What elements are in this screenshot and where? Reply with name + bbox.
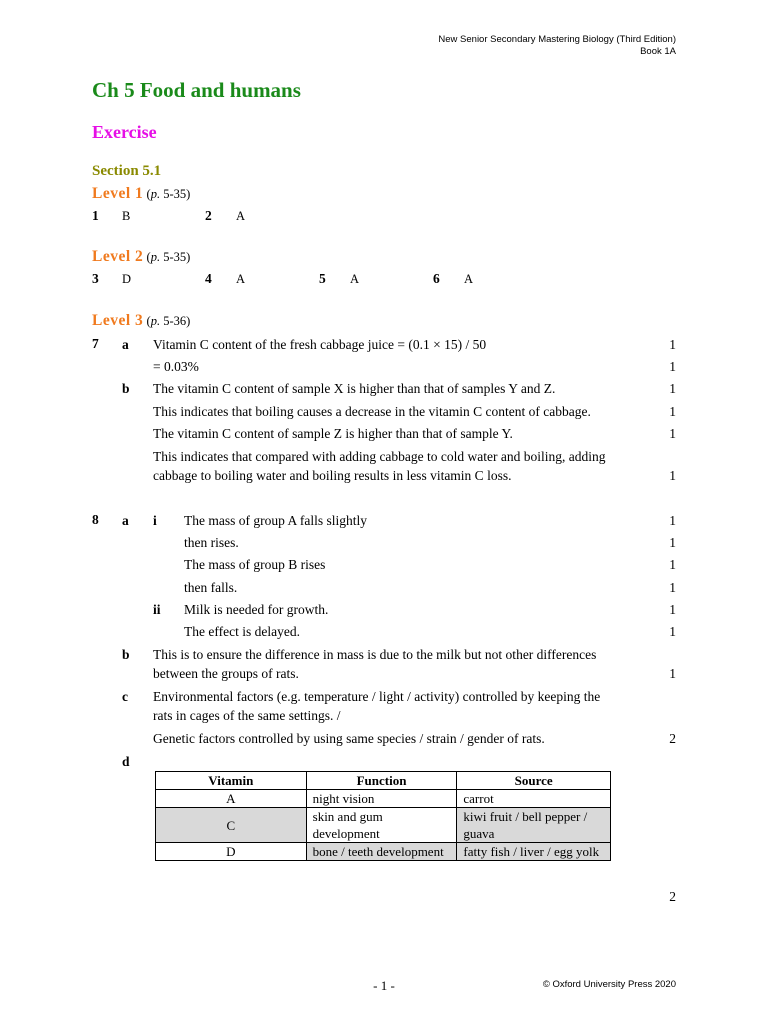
level-label: Level 1 (92, 185, 144, 202)
question-number: 6 (433, 271, 440, 286)
table-row (156, 790, 611, 808)
column-header: Source (457, 772, 611, 790)
answer-line: cabbage to boiling water and boiling results in less vitamin C loss. (153, 468, 512, 483)
part-label: c (122, 689, 128, 704)
mark: 1 (669, 337, 676, 352)
question-number: 5 (319, 271, 326, 286)
column-header: Function (306, 772, 457, 790)
part-label: a (122, 337, 129, 352)
header-book-volume: Book 1A (640, 46, 676, 57)
question-number: 3 (92, 271, 99, 286)
level-page-ref: (p. 5-36) (146, 314, 191, 328)
mark: 1 (669, 381, 676, 396)
question-number: 7 (92, 336, 99, 351)
answer-line: between the groups of rats. (153, 666, 299, 681)
answer: D (122, 272, 132, 286)
source-cell: fatty fish / liver / egg yolk (457, 843, 611, 861)
mark: 1 (669, 580, 676, 595)
level-label: Level 2 (92, 248, 144, 265)
vitamin-cell: A (156, 790, 307, 808)
answer-line: then falls. (184, 580, 238, 595)
level-page-ref: (p. 5-35) (146, 187, 191, 201)
exercise-heading: Exercise (92, 122, 157, 142)
answer-line: The effect is delayed. (184, 624, 300, 639)
mark: 1 (669, 426, 676, 441)
answer-line: This is to ensure the difference in mass is due to the milk but not other differences (153, 647, 597, 662)
subpart-label: i (153, 513, 157, 528)
mark: 2 (669, 731, 676, 746)
mark: 2 (669, 889, 676, 904)
function-cell: bone / teeth development (306, 843, 457, 861)
answer: A (464, 272, 474, 286)
level-2-heading (92, 248, 190, 266)
mark: 1 (669, 557, 676, 572)
mark: 1 (669, 624, 676, 639)
answer-line: Milk is needed for growth. (184, 602, 329, 617)
page-number: - 1 - (373, 978, 395, 993)
function-cell: night vision (306, 790, 457, 808)
mark: 1 (669, 666, 676, 681)
copyright-notice: © Oxford University Press 2020 (542, 979, 676, 990)
answer-line: Genetic factors controlled by using same species / strain / gender of rats. (153, 731, 545, 746)
question-number: 8 (92, 512, 99, 527)
answer-line: The vitamin C content of sample Z is higher than that of sample Y. (153, 426, 513, 441)
mark: 1 (669, 468, 676, 483)
part-label: b (122, 647, 130, 662)
answer-line: The mass of group A falls slightly (184, 513, 367, 528)
answer-line: rats in cages of the same settings. / (153, 708, 341, 723)
part-label: b (122, 381, 130, 396)
level-label: Level 3 (92, 312, 144, 329)
header-book-title: New Senior Secondary Mastering Biology (Third Edition) (438, 34, 676, 45)
answer: A (236, 272, 246, 286)
section-heading: Section 5.1 (92, 163, 162, 179)
answer-line: then rises. (184, 535, 239, 550)
answer-line: The mass of group B rises (184, 557, 326, 572)
part-label: d (122, 754, 130, 769)
part-label: a (122, 513, 129, 528)
answer: B (122, 209, 131, 223)
answer-line: Environmental factors (e.g. temperature / light / activity) controlled by keeping the (153, 689, 601, 704)
vitamin-table (155, 771, 611, 861)
table-header-row (156, 772, 611, 790)
source-cell: kiwi fruit / bell pepper / guava (457, 808, 611, 843)
question-number: 4 (205, 271, 212, 286)
chapter-title: Ch 5 Food and humans (92, 78, 301, 102)
mark: 1 (669, 404, 676, 419)
question-number: 2 (205, 208, 212, 223)
mark: 1 (669, 513, 676, 528)
level-3-heading (92, 312, 190, 330)
level-page-ref: (p. 5-35) (146, 250, 191, 264)
answer-line: This indicates that boiling causes a decrease in the vitamin C content of cabbage. (153, 404, 591, 419)
answer-line: This indicates that compared with adding cabbage to cold water and boiling, adding (153, 449, 606, 464)
answer-line: The vitamin C content of sample X is higher than that of samples Y and Z. (153, 381, 556, 396)
mark: 1 (669, 602, 676, 617)
answer: A (350, 272, 360, 286)
mark: 1 (669, 535, 676, 550)
source-cell: carrot (457, 790, 611, 808)
vitamin-cell: C (156, 808, 307, 843)
question-number: 1 (92, 208, 99, 223)
function-cell: skin and gum development (306, 808, 457, 843)
vitamin-cell: D (156, 843, 307, 861)
table-row (156, 843, 611, 861)
mark: 1 (669, 359, 676, 374)
answer: A (236, 209, 246, 223)
subpart-label: ii (153, 602, 161, 617)
column-header: Vitamin (156, 772, 307, 790)
level-1-heading (92, 185, 190, 203)
answer-line: = 0.03% (153, 359, 199, 374)
table-row (156, 808, 611, 843)
answer-line: Vitamin C content of the fresh cabbage juice = (0.1 × 15) / 50 (153, 337, 487, 352)
